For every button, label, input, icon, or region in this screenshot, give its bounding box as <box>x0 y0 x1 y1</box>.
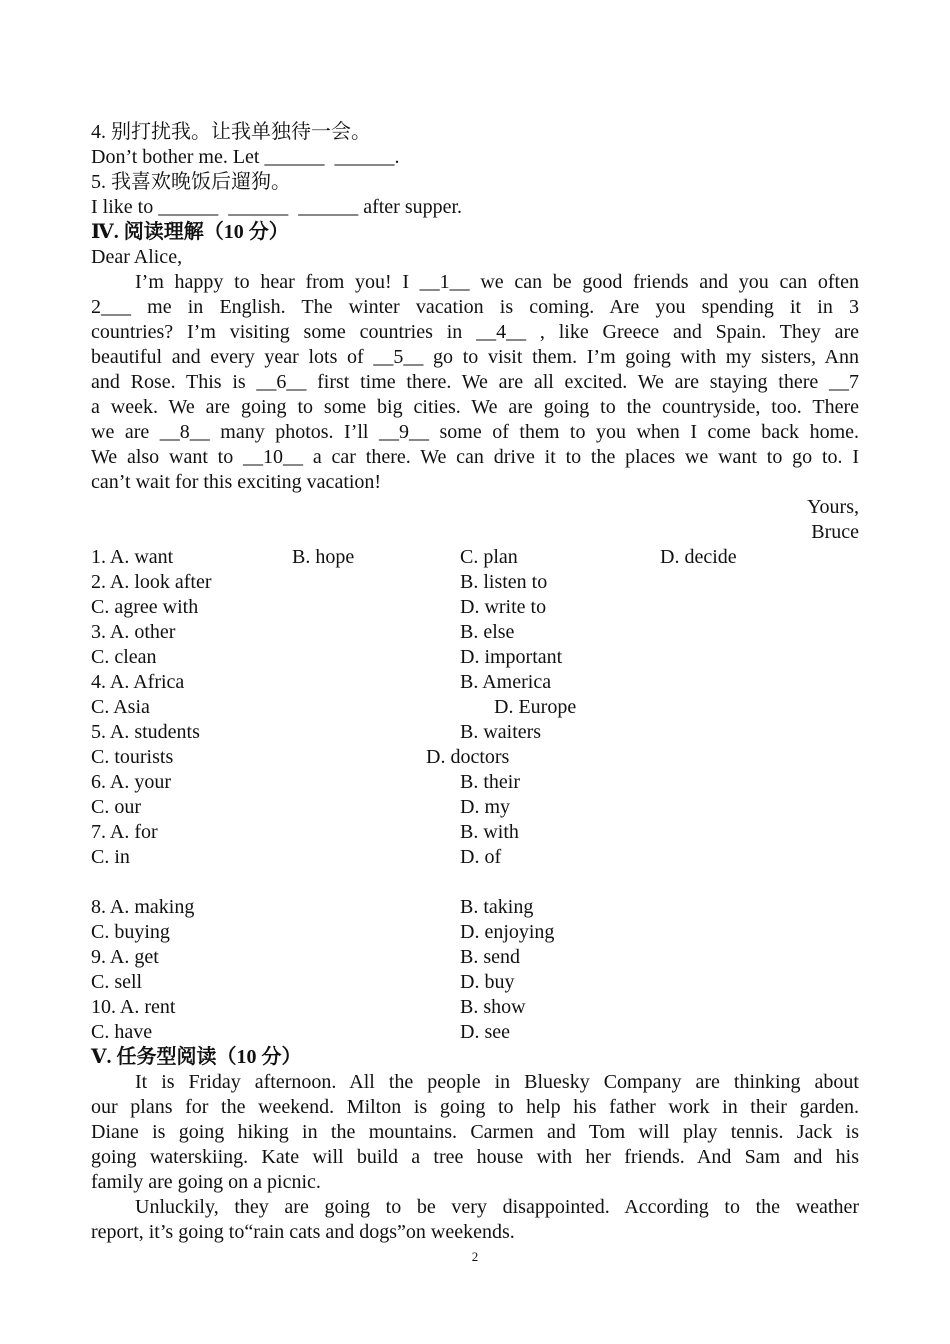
option-text: D. write to <box>460 596 547 618</box>
letter-line: countries? I’m visiting some countries in __4__ , like Greece and Spain. They are <box>91 321 859 343</box>
option-text: D. important <box>460 646 563 668</box>
option-text: D. my <box>460 796 510 818</box>
section-4-heading: Ⅳ. 阅读理解（10 分） <box>91 221 289 243</box>
option-text: D. see <box>460 1021 510 1043</box>
letter-line: and Rose. This is __6__ first time there. We are all excited. We are staying there __7 <box>91 371 859 393</box>
page-number: 2 <box>471 1249 479 1264</box>
option-text: B. show <box>460 996 526 1018</box>
letter-line: 2___ me in English. The winter vacation is coming. Are you spending it in 3 <box>91 296 859 318</box>
passage-line: Diane is going hiking in the mountains. Carmen and Tom will play tennis. Jack is <box>91 1121 859 1143</box>
option-text: 2. A. look after <box>91 571 212 593</box>
passage-line: It is Friday afternoon. All the people in Bluesky Company are thinking about <box>135 1071 859 1093</box>
passage-line: going waterskiing. Kate will build a tree house with her friends. And Sam and his <box>91 1146 859 1168</box>
item-5-chinese: 5. 我喜欢晚饭后遛狗。 <box>91 171 291 193</box>
option-text: 10. A. rent <box>91 996 176 1018</box>
option-text: C. Asia <box>91 696 150 718</box>
option-text: C. have <box>91 1021 153 1043</box>
letter-line: beautiful and every year lots of __5__ go to visit them. I’m going with my sisters, Ann <box>91 346 859 368</box>
option-text: 3. A. other <box>91 621 176 643</box>
option-text: C. agree with <box>91 596 199 618</box>
option-text: 9. A. get <box>91 946 159 968</box>
option-text: B. taking <box>460 896 534 918</box>
letter-line: we are __8__ many photos. I’ll __9__ some of them to you when I come back home. <box>91 421 859 443</box>
passage-line: report, it’s going to“rain cats and dogs”on weekends. <box>91 1221 515 1243</box>
option-text: D. enjoying <box>460 921 555 943</box>
option-text: C. buying <box>91 921 170 943</box>
option-text: C. in <box>91 846 130 868</box>
option-text: 5. A. students <box>91 721 200 743</box>
option-text: B. hope <box>292 546 355 568</box>
passage-line: our plans for the weekend. Milton is going to help his father work in their garden. <box>91 1096 859 1118</box>
option-text: C. sell <box>91 971 143 993</box>
letter-line: can’t wait for this exciting vacation! <box>91 471 382 493</box>
option-text: D. doctors <box>426 746 510 768</box>
letter-signature: Bruce <box>811 521 859 543</box>
letter-greeting: Dear Alice, <box>91 246 183 268</box>
option-text: D. of <box>460 846 502 868</box>
letter-line: I’m happy to hear from you! I __1__ we can be good friends and you can often <box>135 271 859 293</box>
option-text: 8. A. making <box>91 896 195 918</box>
option-text: B. waiters <box>460 721 542 743</box>
option-text: D. decide <box>660 546 737 568</box>
section-5-heading: Ⅴ. 任务型阅读（10 分） <box>91 1046 302 1068</box>
option-text: C. tourists <box>91 746 174 768</box>
passage-line: Unluckily, they are going to be very disappointed. According to the weather <box>135 1196 859 1218</box>
option-text: C. plan <box>460 546 518 568</box>
item-4-chinese: 4. 别打扰我。让我单独待一会。 <box>91 121 371 143</box>
letter-line: a week. We are going to some big cities. We are going to the countryside, too. There <box>91 396 859 418</box>
passage-line: family are going on a picnic. <box>91 1171 321 1193</box>
option-text: B. listen to <box>460 571 548 593</box>
option-text: D. buy <box>460 971 515 993</box>
option-text: B. their <box>460 771 520 793</box>
option-text: D. Europe <box>494 696 577 718</box>
option-text: 6. A. your <box>91 771 171 793</box>
option-text: B. America <box>460 671 552 693</box>
item-5-english: I like to ______ ______ ______ after supper. <box>91 196 463 218</box>
option-text: C. clean <box>91 646 157 668</box>
item-4-english: Don’t bother me. Let ______ ______. <box>91 146 400 168</box>
option-text: B. with <box>460 821 519 843</box>
option-text: 4. A. Africa <box>91 671 185 693</box>
option-text: 7. A. for <box>91 821 158 843</box>
letter-line: We also want to __10__ a car there. We can drive it to the places we want to go to. I <box>91 446 859 468</box>
option-text: C. our <box>91 796 141 818</box>
letter-closing: Yours, <box>807 496 859 518</box>
option-text: B. else <box>460 621 515 643</box>
option-text: B. send <box>460 946 520 968</box>
option-text: 1. A. want <box>91 546 174 568</box>
